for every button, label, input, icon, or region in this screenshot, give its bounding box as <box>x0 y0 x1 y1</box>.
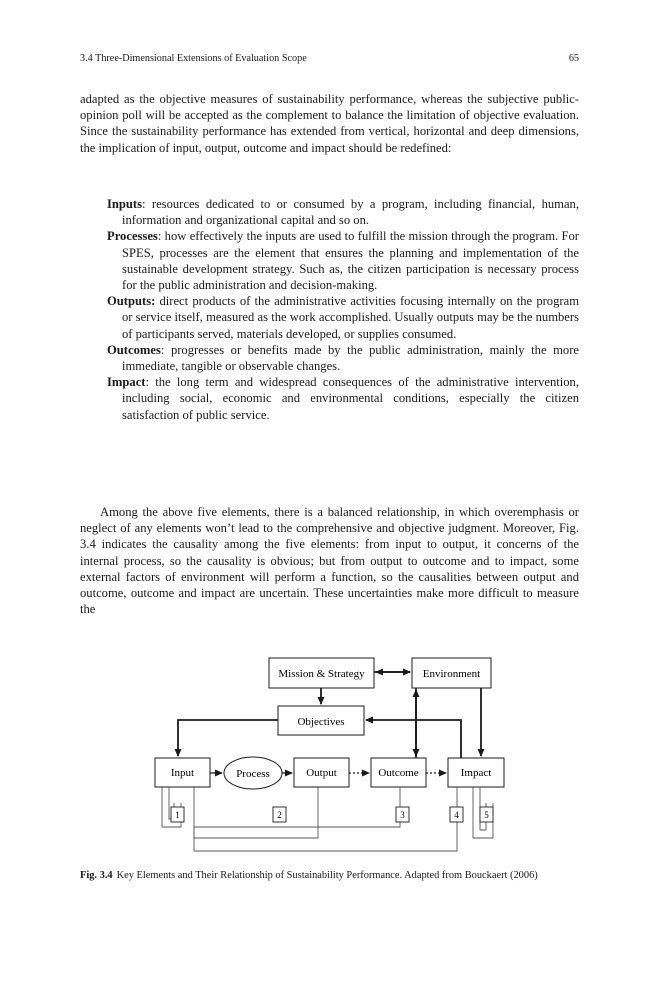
svg-text:1: 1 <box>175 810 180 820</box>
output-box <box>294 758 349 787</box>
svg-text:Outcome: Outcome <box>378 767 419 779</box>
definition-text: direct products of the administrative activities focusing internally on the program or service itself, measured as the work accomplished. Usually outputs may be the numbers of participants served, materials developed, or supplies consumed. <box>122 294 579 341</box>
svg-text:Environment: Environment <box>422 668 481 680</box>
term: Impact <box>107 375 146 390</box>
figure-diagram <box>80 648 579 862</box>
page-number: 65 <box>568 53 579 64</box>
definition-outcomes: Outcomes: progresses or benefits made by the public administration, mainly the more immediate, tangible or observable changes. <box>107 342 579 374</box>
marker-1 <box>171 807 184 822</box>
term: Outputs: <box>107 294 156 309</box>
svg-text:3: 3 <box>400 810 405 820</box>
term: Processes <box>107 229 158 244</box>
impact-box <box>448 758 504 787</box>
marker-5 <box>480 807 493 822</box>
objectives-box <box>278 706 364 735</box>
svg-text:Mission & Strategy: Mission & Strategy <box>278 668 365 680</box>
measurement-brackets <box>162 787 493 851</box>
environment-box <box>412 658 491 688</box>
definition-text: resources dedicated to or consumed by a program, including financial, human, information and organizational capital and so on. <box>122 197 579 228</box>
outcome-box <box>371 758 426 787</box>
svg-text:Output: Output <box>306 767 337 779</box>
figure-caption <box>80 869 579 882</box>
relationship-diagram <box>80 648 579 862</box>
svg-text:5: 5 <box>484 810 489 820</box>
running-head <box>80 53 579 64</box>
definition-processes: Processes: how effectively the inputs are used to fulfill the mission through the program. For SPES, processes are the element that ensures the planning and implementation of the sustainable development strategy. Such as, the citizen participation is necessary process for the public administration and decision-making. <box>107 229 579 293</box>
caption-text: Key Elements and Their Relationship of Sustainability Performance. Adapted from Bouckaert (2006) <box>116 870 538 881</box>
mission-strategy-box <box>269 658 374 688</box>
definition-list <box>107 196 579 423</box>
section-title: 3.4 Three-Dimensional Extensions of Evaluation Scope <box>80 53 307 64</box>
definition-inputs: Inputs: resources dedicated to or consumed by a program, including financial, human, information and organizational capital and so on. <box>107 197 579 228</box>
process-ellipse <box>224 757 282 789</box>
svg-text:4: 4 <box>454 810 459 820</box>
definition-text: the long term and widespread consequences of the administrative intervention, including social, economic and environmental conditions, especially the citizen satisfaction of public service. <box>122 375 579 422</box>
caption-label: Fig. 3.4 <box>80 870 113 881</box>
svg-text:2: 2 <box>277 810 282 820</box>
term: Inputs <box>107 197 143 211</box>
marker-3 <box>396 807 409 822</box>
term: Outcomes <box>107 342 161 357</box>
definition-impact: Impact: the long term and widespread consequences of the administrative intervention, including social, economic and environmental conditions, especially the citizen satisfaction of public service. <box>107 375 579 422</box>
definition-text: progresses or benefits made by the public administration, mainly the more immediate, tangible or observable changes. <box>122 342 579 374</box>
marker-2 <box>273 807 286 822</box>
svg-text:Input: Input <box>170 767 195 779</box>
input-box <box>155 758 210 787</box>
paragraph-2: Among the above five elements, there is a balanced relationship, in which overemphasis or neglect of any elements won’t lead to the comprehensive and objective judgment. Moreover, Fig. 3.4 indicates the causality among the five elements: from input to output, it concerns of the internal process, so the causality is obvious; but from output to outcome and to impact, some external factors of environment will perform a function, so the causalities between output and outcome, outcome and impact are uncertain. These uncertainties make more difficult to measure the <box>80 505 579 617</box>
definition-outputs <box>107 293 579 342</box>
paragraph-1: adapted as the objective measures of sustainability performance, whereas the subjective public-opinion poll will be accepted as the complement to balance the limitation of objective evaluation. Since the sustainability performance has extended from vertical, horizontal and deep dimensions, the implication of input, output, outcome and impact should be redefined: <box>80 92 579 155</box>
svg-text:Objectives: Objectives <box>297 716 345 728</box>
marker-4 <box>450 807 463 822</box>
svg-text:Impact: Impact <box>460 767 492 779</box>
svg-text:Process: Process <box>236 768 270 780</box>
definition-text: how effectively the inputs are used to fulfill the mission through the program. For SPES, processes are the element that ensures the planning and implementation of the sustainable development strategy. Such as, the citizen participation is necessary process for the public administration and decision-making. <box>122 229 579 293</box>
